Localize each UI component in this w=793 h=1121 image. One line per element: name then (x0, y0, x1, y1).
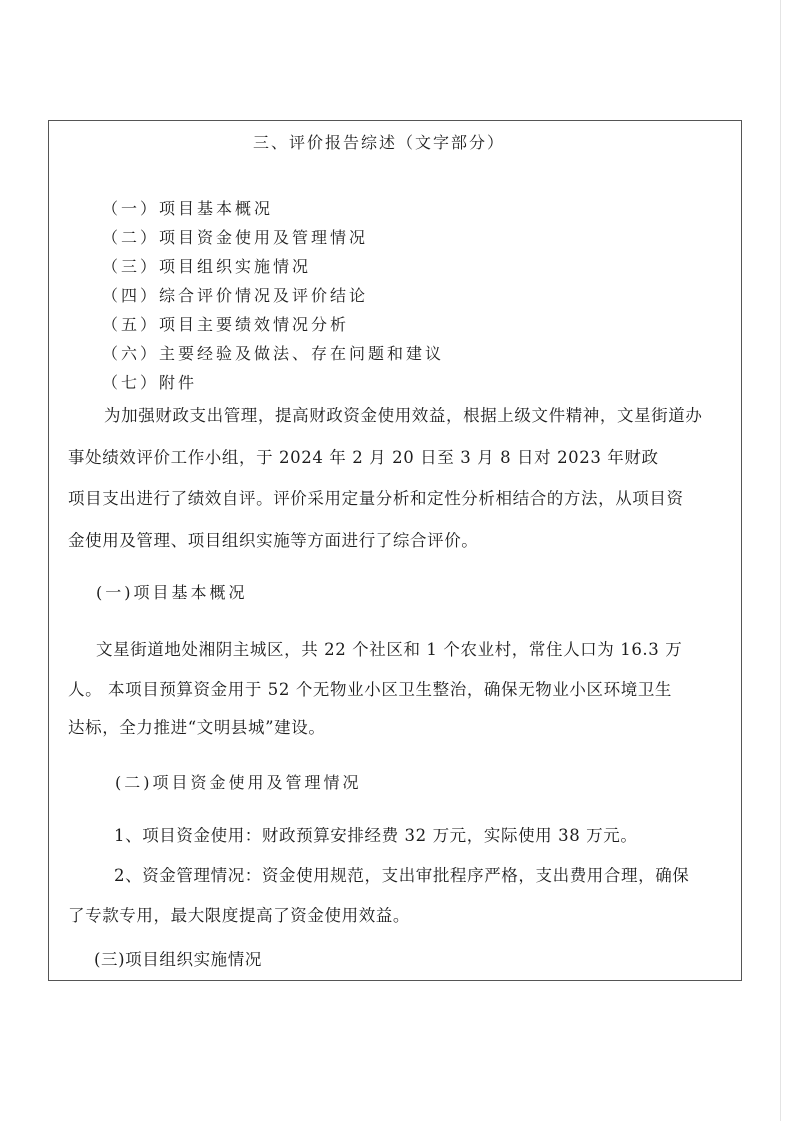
intro-paragraph-line: 项目支出进行了绩效自评。评价采用定量分析和定性分析相结合的方法，从项目资 (68, 489, 684, 508)
page-edge-line (780, 0, 781, 1121)
section-1-line: 人。 本项目预算资金用于 52 个无物业小区卫生整治，确保无物业小区环境卫生 (68, 680, 673, 699)
intro-paragraph-line: 事处绩效评价工作小组，于 2024 年 2 月 20 日至 3 月 8 日对 2023 年财政 (68, 448, 659, 467)
section-2-line: 了专款专用，最大限度提高了资金使用效益。 (68, 906, 410, 925)
section-1-heading: (一)项目基本概况 (96, 583, 248, 602)
intro-paragraph-line: 为加强财政支出管理，提高财政资金使用效益，根据上级文件精神，文星街道办 (104, 406, 703, 425)
toc-item-5: （五）项目主要绩效情况分析 (102, 315, 350, 334)
section-3-heading: (三)项目组织实施情况 (94, 950, 262, 969)
section-1-line: 达标，全力推进“文明县城”建设。 (68, 718, 326, 737)
toc-item-6: （六）主要经验及做法、存在问题和建议 (102, 344, 445, 363)
intro-paragraph-line: 金使用及管理、项目组织实施等方面进行了综合评价。 (68, 531, 479, 550)
section-2-heading: (二)项目资金使用及管理情况 (115, 773, 362, 792)
toc-item-4: （四）综合评价情况及评价结论 (102, 286, 369, 305)
section-2-line: 2、资金管理情况：资金使用规范，支出审批程序严格，支出费用合理，确保 (114, 866, 690, 885)
section-2-line: 1、项目资金使用：财政预算安排经费 32 万元，实际使用 38 万元。 (114, 826, 638, 845)
section-1-line: 文星街道地处湘阴主城区，共 22 个社区和 1 个农业村，常住人口为 16.3 万 (96, 640, 683, 659)
toc-item-3: （三）项目组织实施情况 (102, 257, 312, 276)
toc-item-7: （七）附件 (102, 373, 198, 392)
toc-item-2: （二）项目资金使用及管理情况 (102, 228, 369, 247)
report-title: 三、评价报告综述（文字部分） (253, 133, 506, 152)
toc-item-1: （一）项目基本概况 (102, 199, 274, 218)
